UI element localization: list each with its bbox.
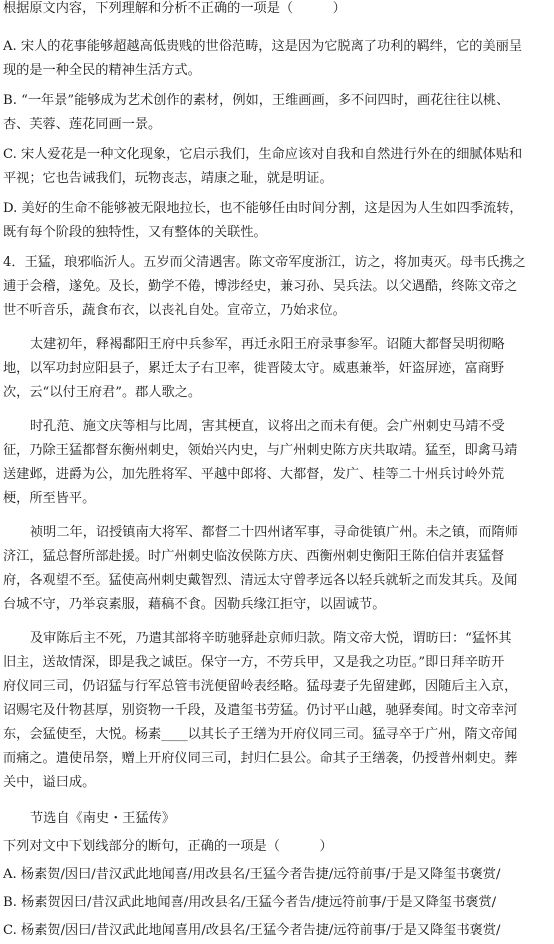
option-c-line-1: C. 宋人爱花是一种文化现象，它启示我们，生命应该对自我和自然进行外在的细腻体贴和 [3,147,523,162]
passage-line: 地，以军功封应阳县子，累迁太子右卫率，徙晋陵太守。威惠兼举，奸盗屏迹，富商野 [3,361,505,376]
question-2-prompt: 下列对文中下划线部分的断句，正确的一项是（ ） [3,839,333,854]
option-a-line-2: 现的是一种全民的精神生活方式。 [3,63,201,78]
passage-line: 世不听音乐，蔬食布衣，以丧礼自处。宣帝立，乃始求位。 [3,303,346,318]
passage-line: 及审陈后主不死，乃遣其部将辛昉驰驿赴京师归款。隋文帝大悦，谓昉曰：“猛怀其 [30,631,512,646]
option-b-line-1: B. “一年景”能够成为艺术创作的素材，例如，王维画画，多不问四时，画花往往以桃、 [3,93,510,108]
question-2-option-b: B. 杨素贺因曰/昔汉武此地闻喜/用改县名/王猛今者告/捷远符前事/于是又降玺书褒赏/ [3,895,497,910]
passage-line: 东，会猛使至，大悦。杨素____以其长子王缮为开府仪同三司。猛寻卒于广州，隋文帝闻 [3,727,518,742]
passage-line: 济江，猛总督所部赴援。时广州刺史临汝侯陈方庆、西衡州刺史衡阳王陈伯信并衷猛督 [3,549,505,564]
option-c-line-2: 平视；它也告诫我们，玩物丧志，靖康之耻，就是明证。 [3,171,333,186]
passage-line: 梗，所至皆平。 [3,491,96,506]
passage-line: 府，各观望不至。猛使高州刺史戴智烈、清远太守曾孝远各以轻兵就斩之而发其兵。及闻 [3,573,518,588]
passage-line: 旧主，送故情深，即是我之诚臣。保守一方，不劳兵甲，又是我之功臣。”即日拜辛昉开 [3,655,505,670]
question-prompt: 根据原文内容，下列理解和分析不正确的一项是（ ） [3,1,346,16]
passage-line: 关中，谥曰成。 [3,775,96,790]
passage-line: 诏赐宅及什物甚厚，别资物一千段，及遣玺书劳猛。仍讨平山越，驰驿奏闻。时文帝幸河 [3,703,518,718]
passage-line: 太建初年，释褐鄱阳王府中兵参军，再迁永阳王府录事参军。诏随大都督吴明彻略 [30,337,505,352]
passage-line: 逋于会稽，遂免。及长，勤学不倦，博涉经史，兼习孙、吴兵法。以父遇酷，终陈文帝之 [3,279,518,294]
option-b-line-2: 杏、芙蓉、莲花同画一景。 [3,117,162,132]
passage-line: 府仪同三司，仍诏猛与行军总管韦洸便留岭表经略。猛母妻子先留建邺，因随后主入京， [3,679,518,694]
passage-line: 台城不守，乃举哀素服，藉稿不食。因勒兵缘江拒守，以固诚节。 [3,597,386,612]
passage-line: 而痛之。遣使吊祭，赠上开府仪同三司，封归仁县公。命其子王缮袭，仍授普州刺史。葬 [3,751,518,766]
passage-line: 次，云“以付王府君”。郡人歌之。 [3,385,202,400]
option-d-line-2: 既有每个阶段的独特性，又有整体的关联性。 [3,225,267,240]
passage-source: 节选自《南史・王猛传》 [30,811,176,826]
question-2-option-c: C. 杨素贺/因曰/昔汉武此地闻喜用/改县名/王猛今者告捷/远符前事/于是又降玺书褒赏/ [3,923,501,938]
passage-line: 4．王猛，琅邪临沂人。五岁而父清遇害。陈文帝军度浙江，访之，将加夷灭。母韦氏携之 [3,255,526,270]
passage-line: 送建邺，进爵为公，加先胜将军、平越中郎将、大都督，发广、桂等二十州兵讨岭外荒 [3,467,505,482]
passage-line: 祯明二年，诏授镇南大将军、都督二十四州诸军事，寻命徙镇广州。未之镇，而隋师 [30,525,518,540]
question-2-option-a: A. 杨素贺/因曰/昔汉武此地闻喜/用改县名/王猛今者告捷/远符前事/于是又降玺书褒赏/ [3,867,501,882]
option-a-line-1: A. 宋人的花事能够超越高低贵贱的世俗范畴，这是因为它脱离了功利的羁绊，它的美丽呈 [3,39,523,54]
option-d-line-1: D. 美好的生命不能够被无限地拉长，也不能够任由时间分割，这是因为人生如四季流转， [3,201,523,216]
passage-line: 时孔范、施文庆等相与比周，害其梗直，议将出之而未有便。会广州刺史马靖不受 [30,419,505,434]
passage-line: 征，乃除王猛都督东衡州刺史，领始兴内史，与广州刺史陈方庆共取靖。猛至，即禽马靖 [3,443,518,458]
